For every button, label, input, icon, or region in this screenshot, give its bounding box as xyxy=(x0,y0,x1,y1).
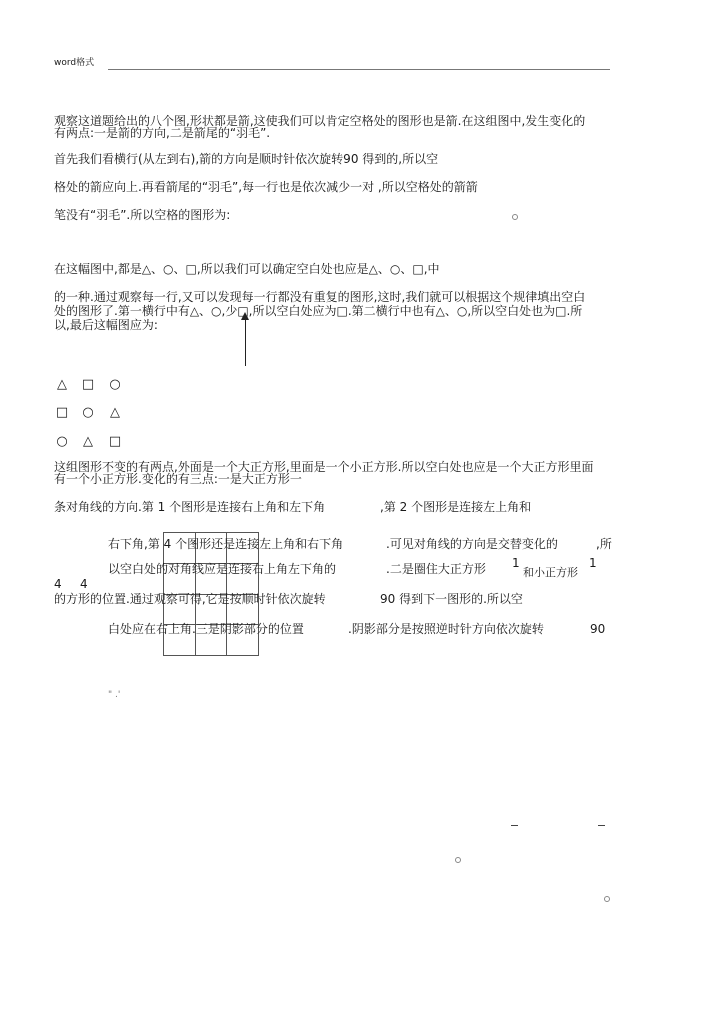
arrow-shaft xyxy=(245,318,246,366)
fraction-numerator-a: 1 xyxy=(512,556,520,570)
fraction-denominator-b: 4 xyxy=(80,577,88,591)
p3-line5: 以空白处的对角线应是连接右上角左下角的 xyxy=(108,562,337,576)
shape-r3c1: ○ xyxy=(56,434,68,449)
p3-line4b: .可见对角线的方向是交替变化的 xyxy=(386,537,558,551)
p2-line2: 的一种.通过观察每一行,又可以发现每一行都没有重复的图形,这时,我们就可以根据这个规律填出空白 xyxy=(54,290,586,304)
header-rule xyxy=(108,69,610,70)
p3-line6: 的方形的位置.通过观察可得,它是按顺时针依次旋转 xyxy=(54,592,326,606)
shape-r2c2: ○ xyxy=(82,405,94,420)
p1-line4: 格处的箭应向上.再看箭尾的“羽毛”,每一行也是依次减少一对 ,所以空格处的箭箭 xyxy=(54,180,478,194)
stray-dot-2 xyxy=(455,857,461,863)
p3-line3: 条对角线的方向.第 1 个图形是连接右上角和左下角 xyxy=(54,500,326,514)
stray-dot xyxy=(512,214,518,220)
stray-dash-1 xyxy=(511,825,518,826)
p1-line3: 首先我们看横行(从左到右),箭的方向是顺时针依次旋转90 得到的,所以空 xyxy=(54,152,439,166)
shape-r2c3: △ xyxy=(110,405,120,420)
p3-line7c: 90 xyxy=(590,622,606,636)
shape-r1c2: □ xyxy=(81,377,95,392)
p3-line4: 右下角,第 4 个图形还是连接左上角和右下角 xyxy=(108,537,344,551)
fraction-denominator-a: 4 xyxy=(54,577,62,591)
shape-r2c1: □ xyxy=(55,405,69,420)
p2-line1: 在这幅图中,都是△、○、□,所以我们可以确定空白处也应是△、○、□,中 xyxy=(54,262,440,276)
shape-r1c1: △ xyxy=(57,377,67,392)
p1-line5: 笔没有“羽毛”.所以空格的图形为: xyxy=(54,208,231,222)
p2-line4: 以,最后这幅图应为: xyxy=(54,318,158,332)
p3-line3b: ,第 2 个图形是连接左上角和 xyxy=(380,500,532,514)
shape-r3c3: □ xyxy=(108,434,122,449)
p3-line5b: .二是圈住大正方形 xyxy=(386,562,486,576)
p3-line7: 白处应在右上角.三是阴影部分的位置 xyxy=(108,622,304,636)
stray-dash-2 xyxy=(598,825,605,826)
fraction-numerator-b: 1 xyxy=(589,556,597,570)
p3-line5c: 和小正方形 xyxy=(523,566,578,579)
p1-line2: 有两点:一是箭的方向,二是箭尾的“羽毛”. xyxy=(54,126,271,140)
shape-r1c3: ○ xyxy=(109,377,121,392)
p3-line2: 有一个小正方形.变化的有三点:一是大正方形一 xyxy=(54,472,302,486)
stray-marks: " .' xyxy=(108,690,121,700)
p3-line7b: .阴影部分是按照逆时针方向依次旋转 xyxy=(348,622,544,636)
shape-r3c2: △ xyxy=(83,434,93,449)
p1-line1: 观察这道题给出的八个图,形状都是箭,这使我们可以肯定空格处的图形也是箭.在这组图中,发生变化的 xyxy=(54,114,586,128)
p3-line4c: ,所 xyxy=(596,537,612,551)
p2-line3: 处的图形了.第一横行中有△、○,少□,所以空白处应为□.第二横行中也有△、○,所以空白处也为□.所 xyxy=(54,304,583,318)
p3-line1: 这组图形不变的有两点,外面是一个大正方形,里面是一个小正方形.所以空白处也应是一个大正方形里面 xyxy=(54,460,594,474)
header-label: word格式 xyxy=(54,58,95,68)
p3-line6b: 90 得到下一图形的.所以空 xyxy=(380,592,523,606)
stray-dot-3 xyxy=(604,896,610,902)
